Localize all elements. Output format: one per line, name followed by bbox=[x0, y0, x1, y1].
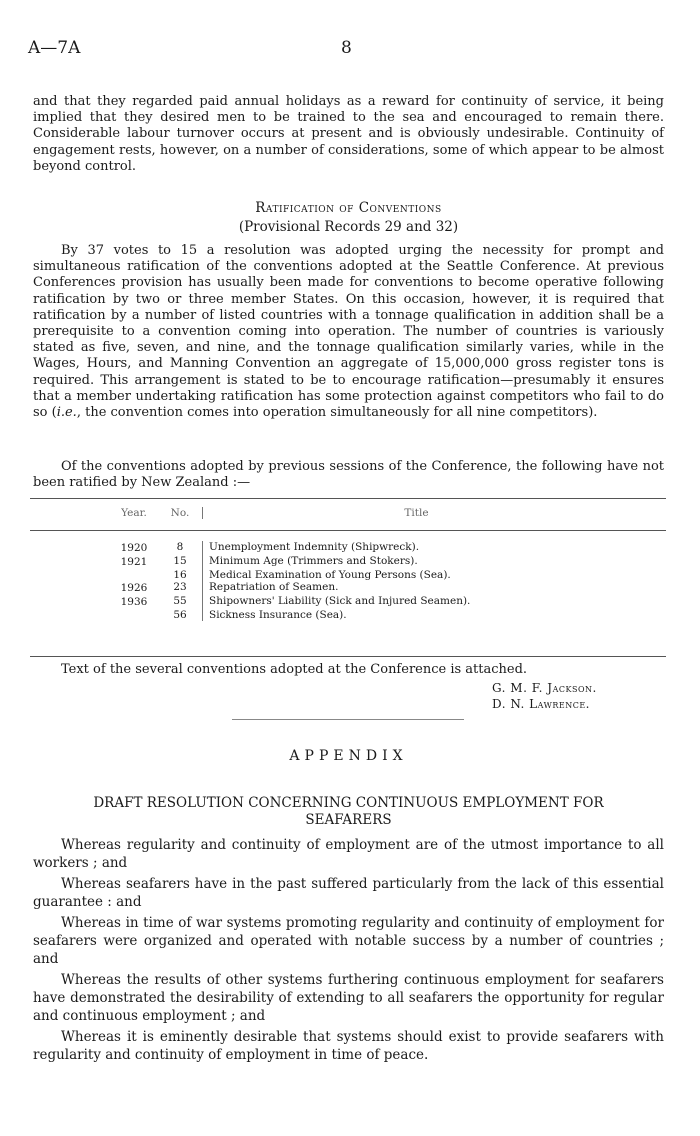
unratified-intro-paragraph bbox=[33, 459, 664, 491]
closing-line: Text of the several conventions adopted at the Conference is attached. bbox=[61, 662, 528, 677]
header-title: Title bbox=[404, 507, 429, 519]
table-row: 1926 23 Repatriation of Seamen. bbox=[120, 581, 339, 594]
intro-paragraph bbox=[33, 94, 664, 175]
header-no: No. bbox=[158, 507, 203, 519]
signature-jackson: G. M. F. Jackson. bbox=[492, 681, 597, 695]
intro-text: and that they regarded paid annual holidays as a reward for continuity of service, it being implied that they desired men to be trained to the sea and encouraged to remain there. Considerable labour turnover occurs at present and is obviously undesirable. Continuity of engagement rests, however, on a number of considerations, some of which appear to be almost beyond control. bbox=[33, 94, 664, 174]
resolution-title bbox=[33, 795, 664, 829]
table-bottom-rule bbox=[30, 656, 666, 657]
table-row: 16 Medical Examination of Young Persons (Sea). bbox=[110, 569, 630, 581]
page-number: 8 bbox=[341, 38, 352, 58]
whereas-clause: Whereas it is eminently desirable that systems should exist to provide seafarers with regularity and continuity of employment in time of peace. bbox=[33, 1029, 664, 1063]
unratified-conventions-table bbox=[110, 507, 630, 621]
table-row: 1936 55 Shipowners' Liability (Sick and Injured Seamen). bbox=[120, 595, 471, 608]
para1-text: By 37 votes to 15 a resolution was adopted urging the necessity for prompt and simultaneous ratification of the conventions adopted at the Seattle Conference. At previous Conferences provision has usually been made for conventions to become operative following ratification by two or three member States. On this occasion, however, it is required that ratification by a number of listed countries with a tonnage qualification in addition shall be a prerequisite to a convention coming into operation. The number of countries is variously stated as five, seven, and nine, and the tonnage qualification similarly varies, while in the Wages, Hours, and Manning Convention an aggregate of 15,000,000 gross register tons is required. This arrangement is stated to be to encourage ratification—presumably it ensures that a member undertaking ratification has some protection against competitors who fail to do so ( bbox=[33, 243, 664, 421]
signature-block bbox=[470, 680, 650, 712]
table-top-rule bbox=[30, 498, 666, 499]
resolution-title-line2: SEAFARERS bbox=[305, 812, 392, 828]
para1-end: , the convention comes into operation simultaneously for all nine competitors). bbox=[76, 405, 598, 421]
page-reference: A—7A bbox=[28, 38, 81, 58]
table-row: 1920 8 Unemployment Indemnity (Shipwreck). bbox=[120, 541, 420, 554]
whereas-clause: Whereas regularity and continuity of employment are of the utmost importance to all workers ; and bbox=[33, 837, 664, 871]
section-subtitle: (Provisional Records 29 and 32) bbox=[238, 219, 459, 236]
signature-lawrence: D. N. Lawrence. bbox=[492, 697, 590, 711]
section-title: Ratification of Conventions bbox=[255, 200, 442, 216]
resolution-title-line1: DRAFT RESOLUTION CONCERNING CONTINUOUS EMPLOYMENT FOR bbox=[93, 795, 604, 811]
ratification-paragraph bbox=[33, 243, 664, 421]
table-header-row bbox=[110, 507, 630, 519]
appendix-title: APPENDIX bbox=[289, 748, 408, 764]
para2-text: Of the conventions adopted by previous sessions of the Conference, the following have not been ratified by New Zealand :— bbox=[33, 459, 664, 491]
table-row: 1921 15 Minimum Age (Trimmers and Stokers). bbox=[120, 555, 418, 568]
resolution-body bbox=[33, 836, 664, 1064]
whereas-clause: Whereas in time of war systems promoting regularity and continuity of employment for seafarers were organized and operated with notable success by a number of countries ; and bbox=[33, 915, 664, 967]
divider-rule bbox=[232, 719, 464, 720]
whereas-clause: Whereas the results of other systems furthering continuous employment for seafarers have demonstrated the desirability of extending to all seafarers the opportunity for regular and continuous employment ; and bbox=[33, 972, 664, 1024]
header-year: Year. bbox=[121, 507, 147, 519]
whereas-clause: Whereas seafarers have in the past suffered particularly from the lack of this essential guarantee : and bbox=[33, 876, 664, 910]
closing-paragraph bbox=[33, 662, 664, 678]
para1-ie: i.e. bbox=[56, 405, 77, 421]
section-heading bbox=[33, 200, 664, 235]
table-row: 56 Sickness Insurance (Sea). bbox=[110, 609, 630, 621]
